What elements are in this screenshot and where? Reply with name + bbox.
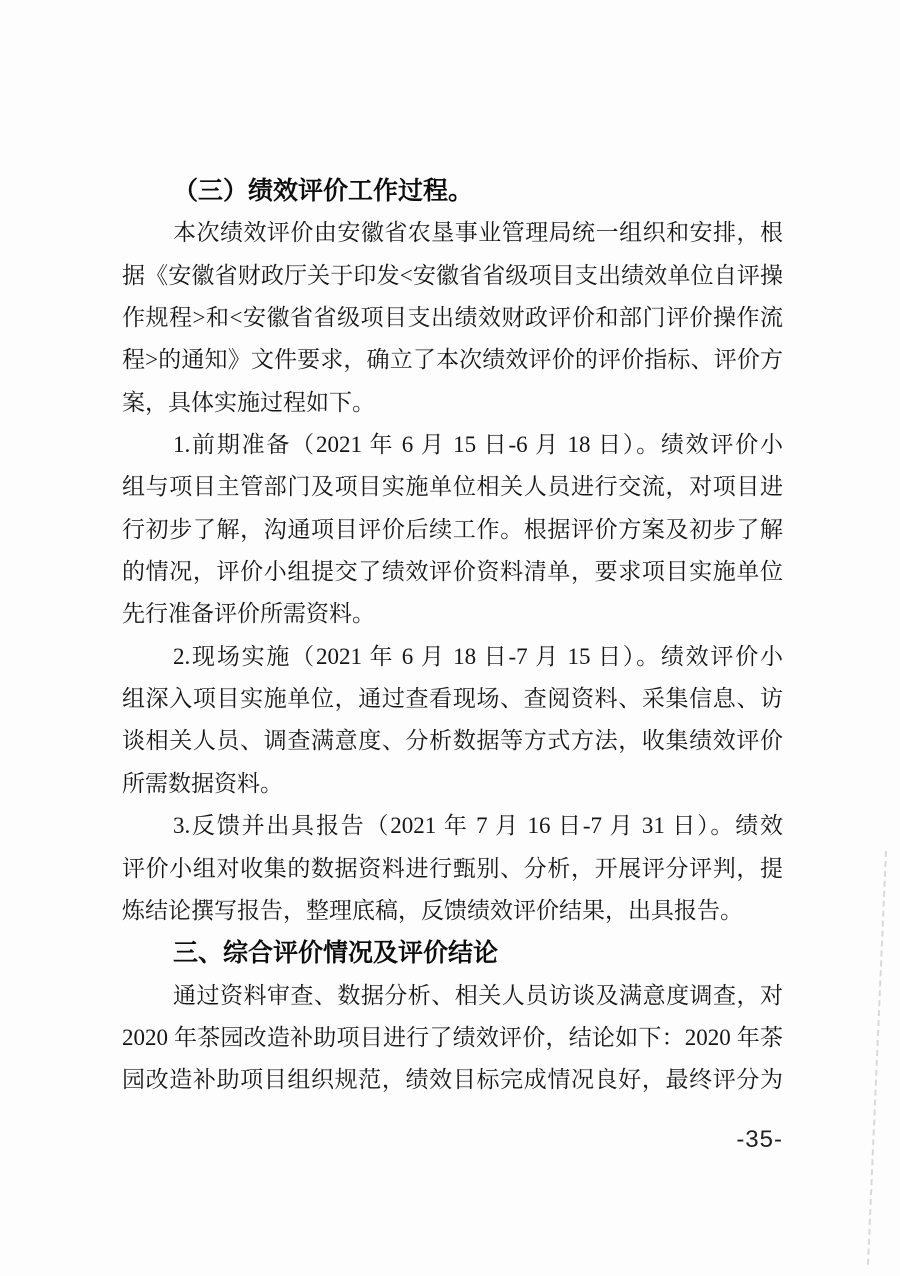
scan-artifact-line <box>867 851 887 1265</box>
section-heading: （三）绩效评价工作过程。 <box>173 177 474 205</box>
text-line: 3.反馈并出具报告（2021 年 7 月 16 日-7 月 31 日）。绩效 <box>173 813 783 839</box>
text-line: 园改造补助项目组织规范，绩效目标完成情况良好，最终评分为 <box>122 1067 783 1093</box>
text-line: 本次绩效评价由安徽省农垦事业管理局统一组织和安排，根 <box>173 220 783 246</box>
text-line: 作规程>和<安徽省省级项目支出绩效财政评价和部门评价操作流 <box>122 305 783 331</box>
text-line: 组深入项目实施单位，通过查看现场、查阅资料、采集信息、访 <box>122 686 783 712</box>
text-line: 据《安徽省财政厅关于印发<安徽省省级项目支出绩效单位自评操 <box>122 262 783 288</box>
document-body <box>122 170 783 1102</box>
text-line: 2020 年茶园改造补助项目进行了绩效评价，结论如下：2020 年茶 <box>122 1024 783 1050</box>
text-line: 评价小组对收集的数据资料进行甄别、分析，开展评分评判，提 <box>122 855 783 881</box>
text-line: 2.现场实施（2021 年 6 月 18 日-7 月 15 日）。绩效评价小 <box>173 643 783 669</box>
text-line: 1.前期准备（2021 年 6 月 15 日-6 月 18 日）。绩效评价小 <box>173 432 783 458</box>
section-heading: 三、综合评价情况及评价结论 <box>173 939 499 968</box>
text-line: 程>的通知》文件要求，确立了本次绩效评价的评价指标、评价方 <box>122 347 783 373</box>
text-line: 的情况，评价小组提交了绩效评价资料清单，要求项目实施单位 <box>122 559 783 585</box>
text-line: 谈相关人员、调查满意度、分析数据等方式方法，收集绩效评价 <box>122 728 783 754</box>
text-line: 案，具体实施过程如下。 <box>122 389 375 415</box>
text-line: 炼结论撰写报告，整理底稿，反馈绩效评价结果，出具报告。 <box>122 897 743 923</box>
text-line: 通过资料审查、数据分析、相关人员访谈及满意度调查，对 <box>173 982 783 1008</box>
text-line: 组与项目主管部门及项目实施单位相关人员进行交流，对项目进 <box>122 474 783 500</box>
text-line: 行初步了解，沟通项目评价后续工作。根据评价方案及初步了解 <box>122 516 783 542</box>
text-line: 先行准备评价所需资料。 <box>122 601 375 627</box>
page-number: -35- <box>736 1126 783 1153</box>
text-line: 所需数据资料。 <box>122 770 283 796</box>
